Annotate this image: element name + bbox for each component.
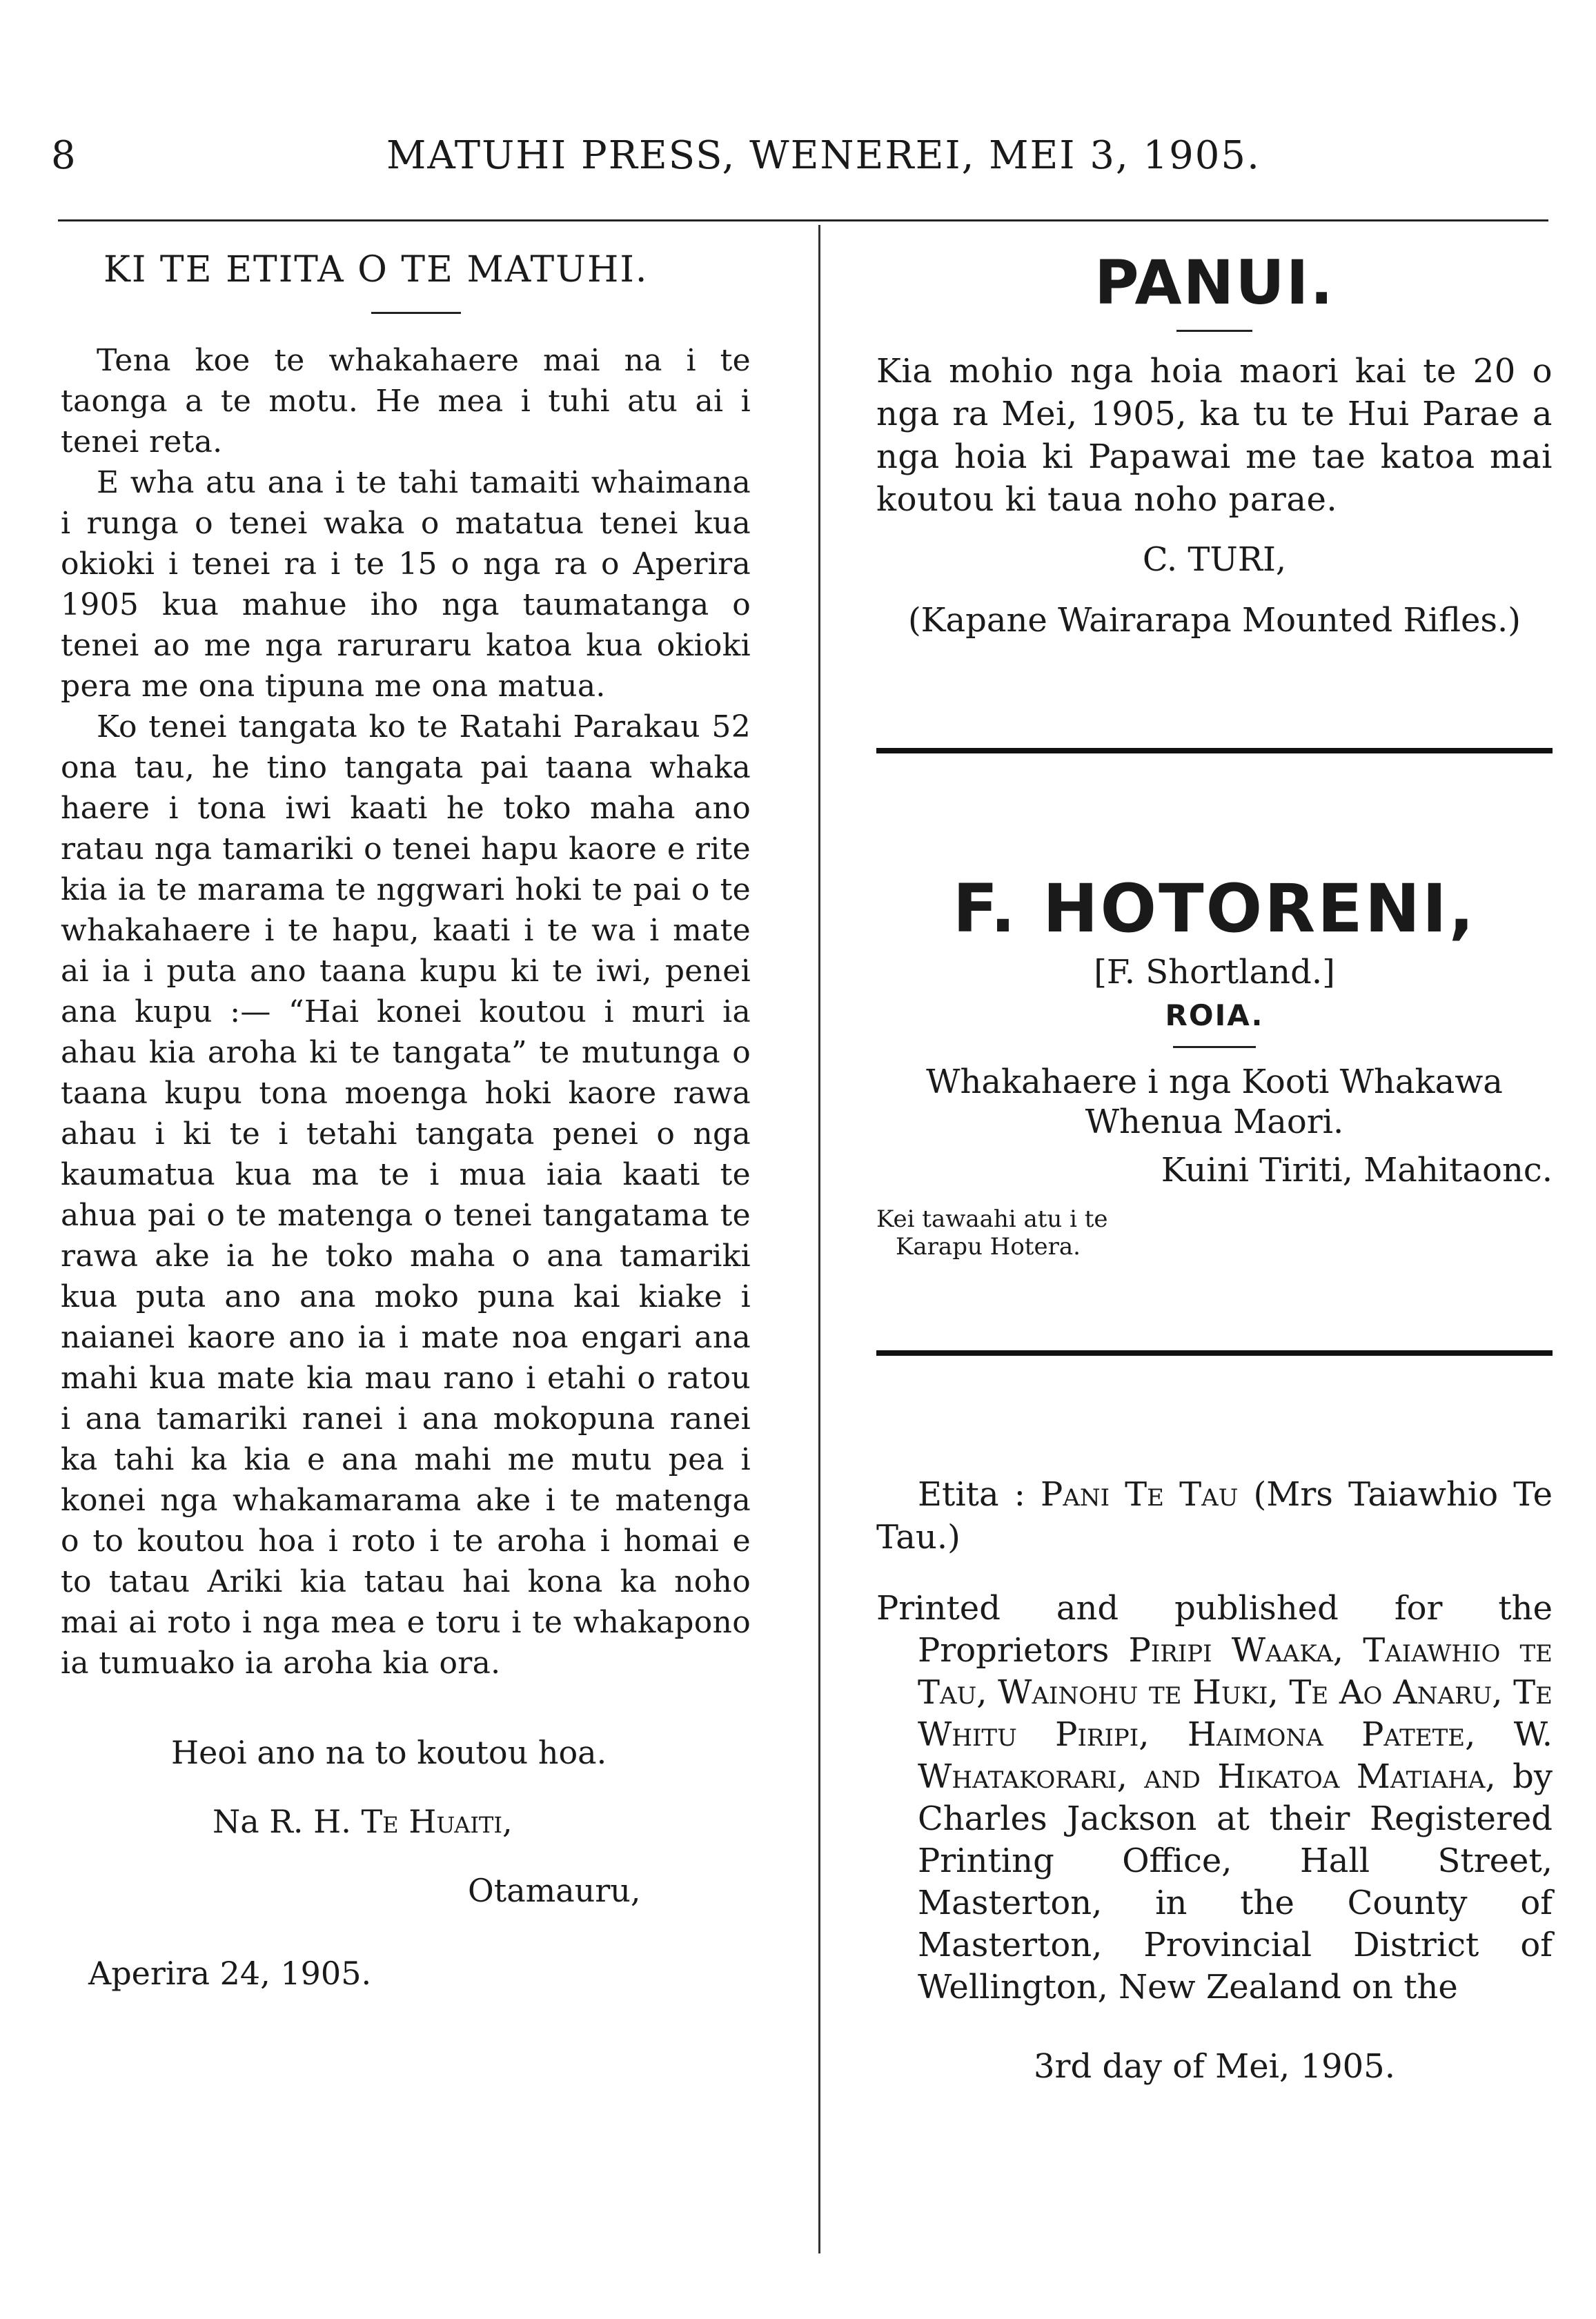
editor-note: (Mrs Taiawhio Te Tau.) (876, 1475, 1553, 1557)
advert-address: Kuini Tiriti, Mahitaonc. (1161, 1151, 1553, 1190)
letter-column (61, 248, 751, 1994)
imprint-text (876, 1588, 1553, 2009)
letter-paragraph-1: Tena koe te whakahaere mai na i te taonga a te motu. He mea i tuhi atu ai i tenei reta. (61, 343, 751, 460)
letter-closing: Heoi ano na to koutou hoa. (171, 1734, 607, 1771)
advert-role: ROIA. (1165, 998, 1264, 1032)
letter-paragraph-2: E wha atu ana i te tahi tamaiti whaimana i runga o tenei waka o matatua tenei kua okioki i tenei ra i te 15 o nga ra o Aperira 1905 kua mahue iho nga taumatanga o tenei ao me nga raruraru katoa kua okioki pera me ona tipuna me ona matua. (61, 465, 751, 704)
letter-title: KI TE ETITA O TE MATUHI. (104, 249, 649, 290)
letter-paragraph-3: Ko tenei tangata ko te Ratahi Parakau 52 ona tau, he tino tangata pai taana whaka haere i tona iwi kaati he toko maha ano ratau nga tamariki o tenei hapu kaore e rite kia ia te marama te nggwari hoki te pai o te whakahaere i te hapu, kaati i te wa i mate ai ia i puta ano taana kupu ki te iwi, penei ana kupu :— “Hai konei koutou i muri ia ahau kia aroha ki te tangata” te mutunga o taana kupu tona moenga hoki kaore rawa ahau i ki te i tetahi tangata penei o nga kaumatua kua ma te i mua iaia kaati te ahua pai o te matenga o tenei tangatama te rawa ake ia he toko maha o ana tamariki kua puta ano ana moko puna kai kiake i naianei kaore ano ia i mate noa engari ana mahi kua mate kia mau rano i etahi o ratou i ana tamariki ranei i ana mokopuna ranei ka tahi ka kia e ana mahi me mutu pea i konei nga whakamarama ake i te matenga o to koutou hoa i roto i te aroha i homai e to tatau Ariki kia tatau hai kona ka noho mai ai roto i nga mea e toru i te whakapono ia tumuako ia aroha kia ora. (61, 709, 751, 1681)
advert-description: Whakahaere i nga Kooti Whakawa Whenua Maori. (926, 1063, 1503, 1141)
imprint-printed-by: Printed and published for the Proprietors (876, 1589, 1553, 1670)
section-rule-2 (876, 1350, 1553, 1356)
notice-body: Kia mohio nga hoia maori kai te 20 o nga ra Mei, 1905, ka tu te Hui Parae a nga hoia ki Papawai me tae katoa mai koutou ki taua noho parae. (876, 352, 1553, 519)
imprint-printer-details: by Charles Jackson at their Registered Printing Office, Hall Street, Masterton, in the County of Masterton, Provincial District of Wellington, New Zealand on the (918, 1757, 1553, 2006)
advert-name: F. HOTORENI, (952, 870, 1477, 947)
section-rule (876, 748, 1553, 753)
advert-alias: [F. Shortland.] (1094, 953, 1335, 991)
letter-place: Otamauru, (468, 1872, 641, 1909)
notice-signature: C. TURI, (1142, 540, 1287, 579)
imprint-joiner: W. Whatakorari, and (918, 1715, 1553, 1796)
signature-name: Te Huaiti, (361, 1803, 513, 1840)
editor-line (876, 1473, 1553, 1559)
notice-rule (1176, 330, 1252, 332)
running-title: MATUHI PRESS, WENEREI, MEI 3, 1905. (386, 133, 1261, 178)
advert-rule (1173, 1046, 1256, 1048)
column-divider (818, 225, 820, 2253)
imprint-date: 3rd day of Mei, 1905. (1034, 2047, 1395, 2086)
letter-signature (213, 1801, 751, 1842)
title-rule (371, 312, 461, 314)
notice-regiment: (Kapane Wairarapa Mounted Rifles.) (907, 601, 1521, 640)
notice-heading: PANUI. (1094, 247, 1334, 318)
editor-label: Etita : (918, 1475, 1041, 1514)
notices-column (876, 248, 1553, 2087)
imprint-proprietors: Piripi Waaka, Taiawhio te Tau, Wainohu te Huki, Te Ao Anaru, Te Whitu Piripi, Haimona Patete, (918, 1631, 1553, 1754)
editor-name: Pani Te Tau (1041, 1475, 1239, 1514)
advert-location-line-2: Karapu Hotera. (896, 1233, 1081, 1261)
advert-location (876, 1205, 1194, 1261)
advert-location-line-1: Kei tawaahi atu i te (876, 1205, 1108, 1233)
signature-prefix: Na R. H. (213, 1803, 362, 1840)
imprint-last-proprietor: Hikatoa Matiaha, (1217, 1757, 1496, 1796)
letter-date: Aperira 24, 1905. (88, 1955, 372, 1992)
page-number: 8 (51, 133, 76, 178)
header-rule (58, 219, 1548, 221)
